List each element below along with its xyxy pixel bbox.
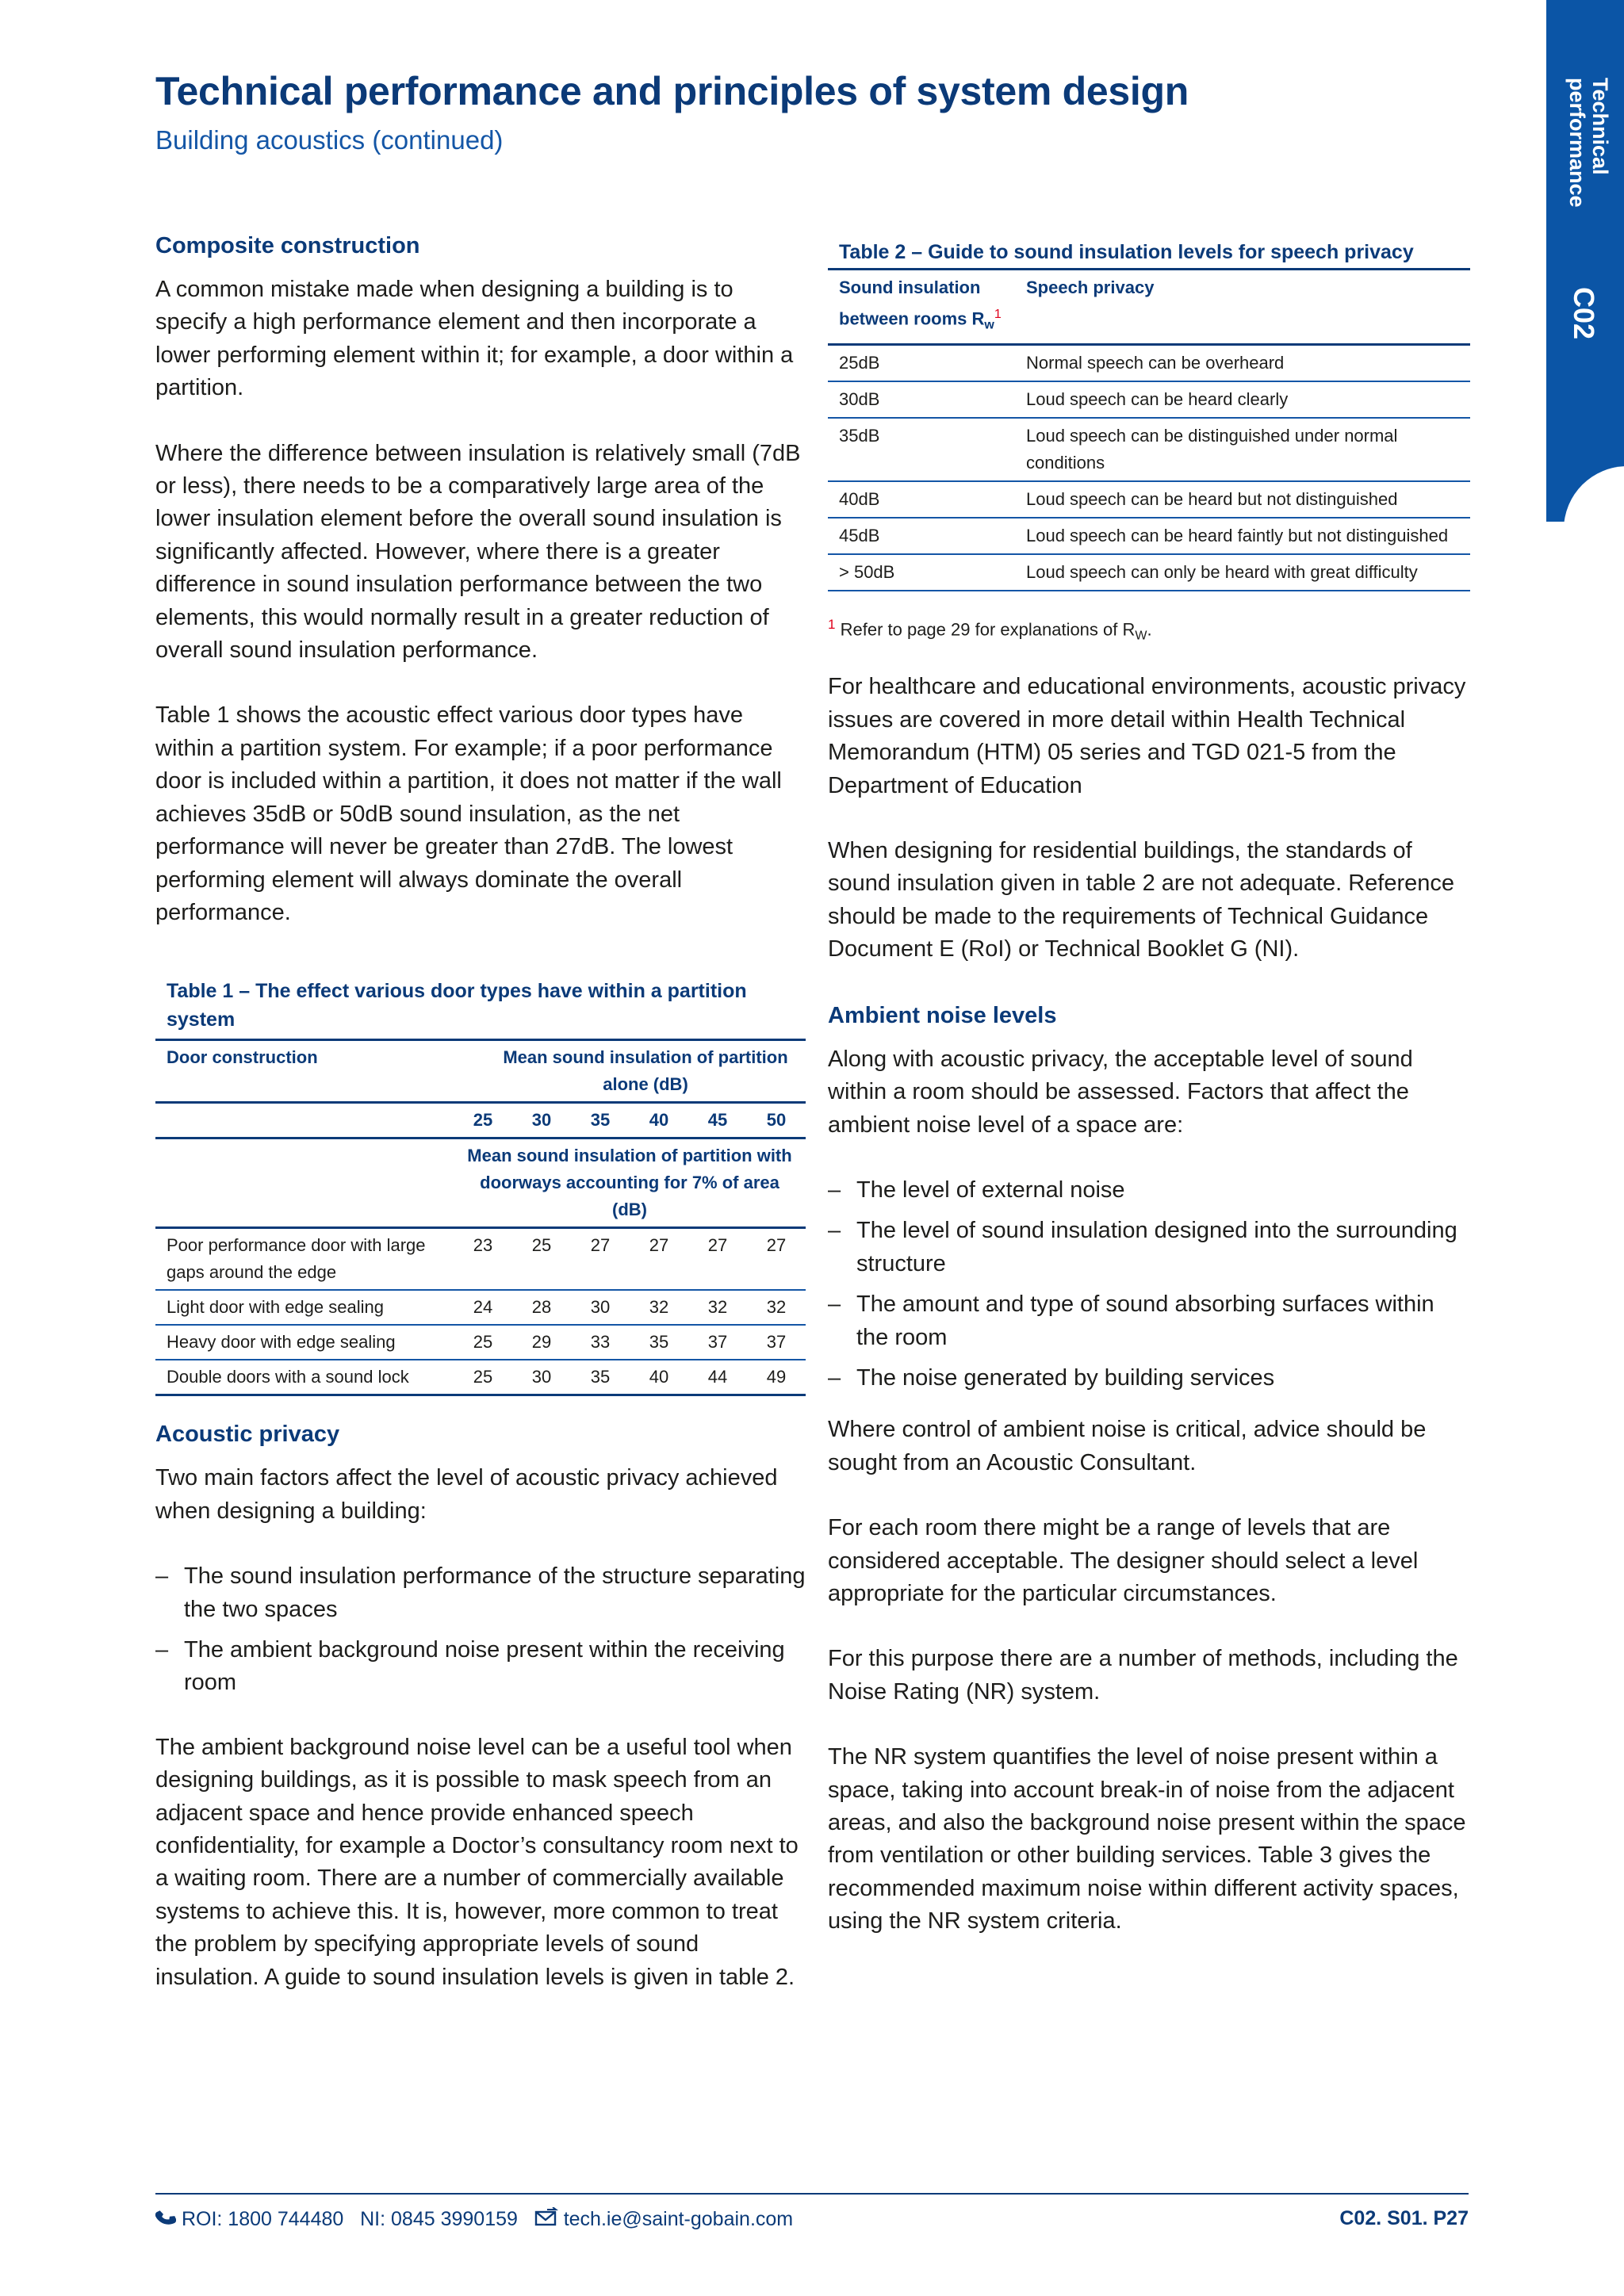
footer-email-link[interactable]: tech.ie@saint-gobain.com — [563, 2208, 794, 2231]
composite-paragraph-1: A common mistake made when designing a building is to specify a high performance element and then incorporate a lower performing element within it; for example, a door within a partition. — [155, 277, 794, 401]
footer-roi-phone[interactable]: ROI: 1800 744480 — [181, 2208, 344, 2231]
list-item: – The level of sound insulation designed into the surrounding structure — [828, 1215, 1470, 1280]
table-2-privacy-cell: Loud speech can be heard clearly — [1015, 381, 1470, 418]
table-1-value-cell: 49 — [747, 1360, 806, 1395]
footer-page-reference: C02. S01. P27 — [1339, 2207, 1469, 2229]
composite-paragraph-2: Where the difference between insulation is relatively small (7dB or less), there needs to be a comparatively large area of the lower insulation element before the overall sound insulation is significantly affected. However, where there is a greater difference in sound insulation performance between the two elements, this would normally result in a greater reduction of overall sound insulation performance. — [155, 440, 801, 664]
residential-paragraph: When designing for residential buildings, the standards of sound insulation given in table 2 are not adequate. Reference should be made to the requirements of Technical Guidance Document E (RoI) or Technical Booklet G (NI). — [828, 838, 1455, 962]
table-1-sub-spacer — [155, 1138, 454, 1228]
table-2-col-level — [828, 270, 1015, 345]
ambient-factor-list — [828, 1174, 1470, 1395]
table-2-privacy-cell: Loud speech can be heard but not distinguished — [1015, 481, 1470, 518]
table-1-door-cell: Double doors with a sound lock — [155, 1360, 454, 1395]
table-row — [828, 418, 1470, 481]
footer-ni-phone[interactable]: NI: 0845 3990159 — [360, 2208, 518, 2231]
table-row — [155, 1228, 806, 1291]
list-item: – The amount and type of sound absorbing surfaces within the room — [828, 1288, 1470, 1354]
table-row — [828, 381, 1470, 418]
privacy-heading: Acoustic privacy — [155, 1422, 340, 1448]
table-1-level: 50 — [747, 1103, 806, 1138]
table-2-privacy-cell: Normal speech can be overheard — [1015, 344, 1470, 381]
side-tab-curve — [1546, 466, 1624, 522]
table-1-value-cell: 23 — [454, 1228, 512, 1291]
table-1-door-cell: Heavy door with edge sealing — [155, 1325, 454, 1360]
table-1-col-door: Door construction — [155, 1040, 454, 1103]
table-1-value-cell: 44 — [688, 1360, 747, 1395]
table-2-level-cell: 45dB — [828, 518, 1015, 554]
table-1-value-cell: 25 — [454, 1360, 512, 1395]
table-2-col-level-sub: w — [984, 318, 994, 332]
page-subtitle: Building acoustics (continued) — [155, 125, 504, 155]
list-item: – The noise generated by building services — [828, 1362, 1470, 1395]
healthcare-paragraph: For healthcare and educational environments, acoustic privacy issues are covered in more detail within Health Technical Memorandum (HTM) 05 series and TGD 021-5 from the Department of Education — [828, 674, 1466, 798]
table-1-door-cell: Poor performance door with large gaps around the edge — [155, 1228, 454, 1291]
list-item: – The ambient background noise present within the receiving room — [155, 1634, 806, 1700]
table-1-value-cell: 27 — [571, 1228, 630, 1291]
table-1-value-cell: 32 — [688, 1290, 747, 1325]
table-1-value-cell: 25 — [512, 1228, 571, 1291]
table-2-col-level-line1: Sound insulation — [839, 277, 981, 297]
table-1-value-cell: 27 — [747, 1228, 806, 1291]
side-tab-code: C02 — [1568, 287, 1600, 340]
table-1-value-cell: 30 — [571, 1290, 630, 1325]
table-1-value-cell: 27 — [688, 1228, 747, 1291]
table-row — [828, 554, 1470, 591]
table-1-grid — [155, 1039, 806, 1396]
table-1-value-cell: 40 — [630, 1360, 688, 1395]
composite-heading: Composite construction — [155, 233, 420, 258]
table-2-footnote — [828, 612, 1470, 649]
table-1-level-spacer — [155, 1103, 454, 1138]
table-2-level-cell: 25dB — [828, 344, 1015, 381]
table-row — [155, 1290, 806, 1325]
table-1-value-cell: 27 — [630, 1228, 688, 1291]
table-2-level-cell: 40dB — [828, 481, 1015, 518]
table-row — [828, 481, 1470, 518]
ambient-paragraph-4: For this purpose there are a number of methods, including the Noise Rating (NR) system. — [828, 1646, 1458, 1705]
table-2-level-cell: > 50dB — [828, 554, 1015, 591]
page-title: Technical performance and principles of system design — [155, 69, 1189, 113]
table-1-level: 35 — [571, 1103, 630, 1138]
table-2-col-privacy: Speech privacy — [1015, 270, 1470, 345]
table-1-value-cell: 33 — [571, 1325, 630, 1360]
table-2-privacy-cell: Loud speech can be distinguished under normal conditions — [1015, 418, 1470, 481]
table-1-value-cell: 32 — [630, 1290, 688, 1325]
table-1 — [155, 977, 806, 1396]
side-tab-label-line1: Technical — [1588, 78, 1612, 175]
ambient-paragraph-1: Along with acoustic privacy, the acceptable level of sound within a room should be assessed. Factors that affect the ambient noise level of a space are: — [828, 1046, 1413, 1138]
table-row — [155, 1325, 806, 1360]
table-1-door-cell: Light door with edge sealing — [155, 1290, 454, 1325]
table-2-level-cell: 35dB — [828, 418, 1015, 481]
privacy-factor-list — [155, 1560, 806, 1700]
table-2-col-level-line2: between rooms R — [839, 308, 985, 329]
table-1-col-mean: Mean sound insulation of partition alone (dB) — [454, 1040, 806, 1103]
side-tab-label — [1565, 78, 1611, 284]
footer-rule — [155, 2193, 1469, 2195]
side-tab-label-line2: performance — [1565, 78, 1589, 208]
ambient-heading: Ambient noise levels — [828, 1002, 1057, 1028]
table-1-level: 40 — [630, 1103, 688, 1138]
page-footer — [155, 2207, 1469, 2239]
table-2-footnote-ref: 1 — [994, 308, 1002, 321]
ambient-paragraph-3: For each room there might be a range of levels that are considered acceptable. The designer should select a level appropriate for the particular circumstances. — [828, 1515, 1419, 1606]
table-row — [828, 518, 1470, 554]
ambient-paragraph-5: The NR system quantifies the level of noise present within a space, taking into account break-in of noise from the adjacent areas, and also the background noise present within the space from ventilation or other building services. Table 3 gives the recommended maximum noise within different activity spaces, using the NR system criteria. — [828, 1744, 1466, 1934]
table-1-level: 30 — [512, 1103, 571, 1138]
footnote-text: Refer to page 29 for explanations of R — [840, 619, 1136, 640]
table-1-value-cell: 25 — [454, 1325, 512, 1360]
privacy-paragraph-1: Two main factors affect the level of acoustic privacy achieved when designing a building: — [155, 1465, 778, 1524]
ambient-paragraph-2: Where control of ambient noise is critical, advice should be sought from an Acoustic Consultant. — [828, 1417, 1427, 1475]
table-2-grid — [828, 268, 1470, 591]
table-row — [155, 1360, 806, 1395]
table-1-value-cell: 35 — [630, 1325, 688, 1360]
table-2-privacy-cell: Loud speech can be heard faintly but not distinguished — [1015, 518, 1470, 554]
composite-paragraph-3: Table 1 shows the acoustic effect various door types have within a partition system. For example; if a poor performance door is included within a partition, it does not matter if the wall achieves 35dB or 50dB sound insulation, as the net performance will never be greater than 27dB. The lowest performing element will always dominate the overall performance. — [155, 702, 782, 925]
table-1-value-cell: 30 — [512, 1360, 571, 1395]
table-2-level-cell: 30dB — [828, 381, 1015, 418]
footer-contact — [155, 2207, 793, 2233]
table-1-value-cell: 37 — [688, 1325, 747, 1360]
footnote-end: . — [1147, 619, 1152, 640]
phone-icon — [155, 2207, 176, 2233]
table-2-caption: Table 2 – Guide to sound insulation levels for speech privacy — [839, 241, 1414, 263]
left-column — [155, 230, 806, 1994]
privacy-paragraph-2: The ambient background noise level can be a useful tool when designing buildings, as it is possible to mask speech from an adjacent space and hence provide enhanced speech confidentiality, for example a Doctor’s consultancy room next to a waiting room. There are a number of commercially available systems to achieve this. It is, however, more common to treat the problem by specifying appropriate levels of sound insulation. A guide to sound insulation levels is given in table 2. — [155, 1734, 799, 1990]
list-item: – The level of external noise — [828, 1174, 1470, 1207]
table-1-value-cell: 28 — [512, 1290, 571, 1325]
mail-icon — [534, 2207, 558, 2233]
table-row — [828, 344, 1470, 381]
table-1-value-cell: 32 — [747, 1290, 806, 1325]
table-1-level: 45 — [688, 1103, 747, 1138]
table-1-level: 25 — [454, 1103, 512, 1138]
right-column — [828, 238, 1470, 1938]
table-1-value-cell: 35 — [571, 1360, 630, 1395]
table-1-value-cell: 29 — [512, 1325, 571, 1360]
table-1-sub-header: Mean sound insulation of partition with doorways accounting for 7% of area (dB) — [454, 1138, 806, 1228]
table-2-privacy-cell: Loud speech can only be heard with great difficulty — [1015, 554, 1470, 591]
footnote-mark: 1 — [828, 616, 836, 632]
table-1-value-cell: 37 — [747, 1325, 806, 1360]
list-item: – The sound insulation performance of the structure separating the two spaces — [155, 1560, 806, 1626]
table-1-caption: Table 1 – The effect various door types have within a partition system — [167, 980, 747, 1031]
table-2 — [828, 238, 1470, 649]
footnote-sub: W — [1135, 629, 1147, 643]
table-1-value-cell: 24 — [454, 1290, 512, 1325]
